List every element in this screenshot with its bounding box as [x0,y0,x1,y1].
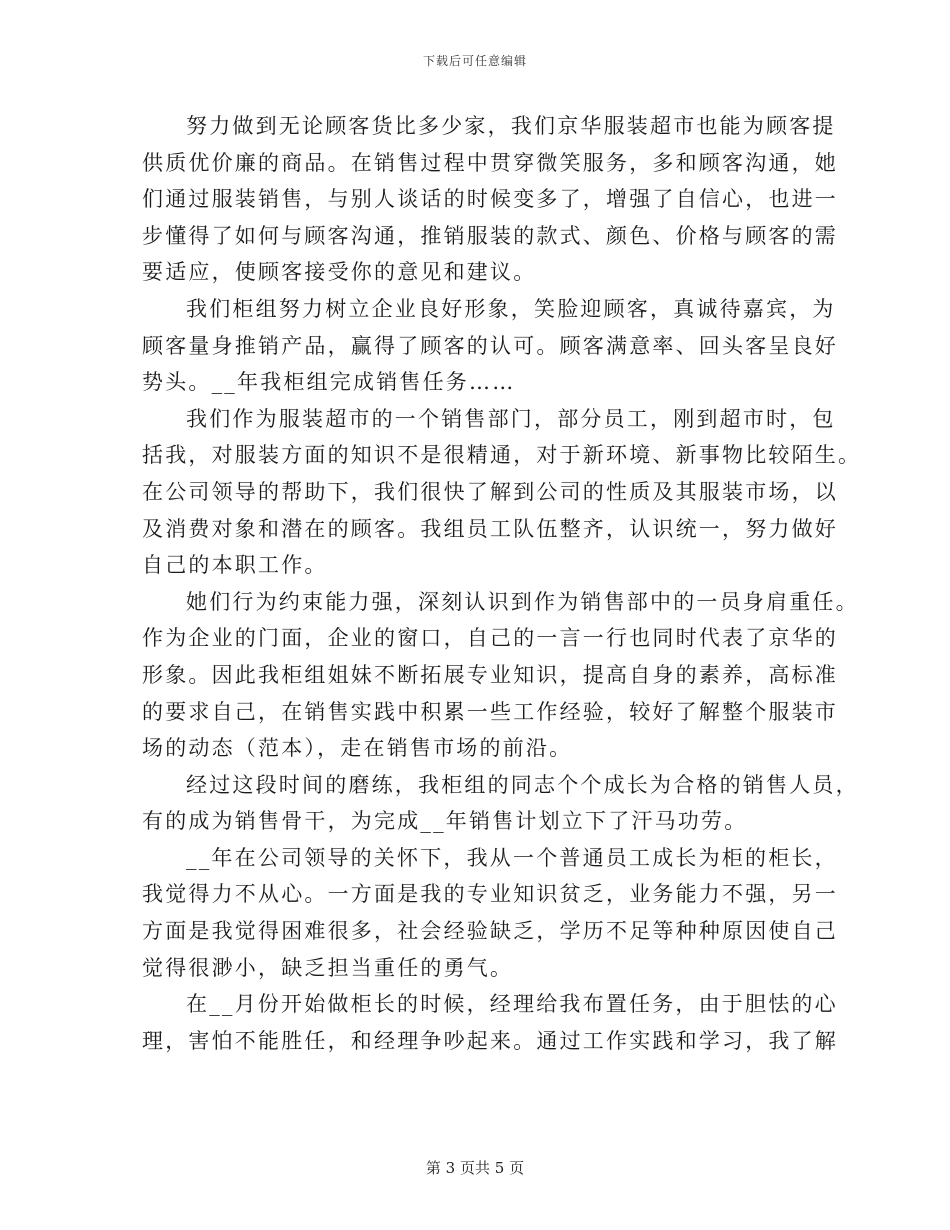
paragraph-line: 形象。因此我柜组姐妹不断拓展专业知识，提高自身的素养，高标准 [142,662,838,687]
paragraph-line: 我们柜组努力树立企业良好形象，笑脸迎顾客，真诚待嘉宾，为 [186,296,836,321]
page-number-footer: 第 3 页共 5 页 [425,1159,525,1177]
paragraph-line: 方面是我觉得困难很多，社会经验缺乏，学历不足等种种原因使自己 [142,919,838,944]
paragraph-7 [142,986,838,1059]
paragraph-line: 觉得很渺小，缺乏担当重任的勇气。 [142,955,514,980]
paragraph-line: 供质优价廉的商品。在销售过程中贯穿微笑服务，多和顾客沟通，她 [142,150,838,175]
paragraph-line: 的要求自己，在销售实践中积累一些工作经验，较好了解整个服装市 [142,699,838,724]
paragraph-line: 我们作为服装超市的一个销售部门，部分员工，刚到超市时，包 [186,406,836,431]
paragraph-line: 势头。__年我柜组完成销售任务…… [142,370,516,395]
paragraph-line: 要适应，使顾客接受你的意见和建议。 [142,260,537,285]
paragraph-6 [142,840,838,986]
paragraph-line: 理，害怕不能胜任，和经理争吵起来。通过工作实践和学习，我了解 [142,1028,838,1053]
paragraph-line: 在__月份开始做柜长的时候，经理给我布置任务，由于胆怯的心 [186,992,838,1017]
paragraph-line: 经过这段时间的磨练，我柜组的同志个个成长为合格的销售人员， [186,772,859,797]
paragraph-5 [142,767,859,840]
paragraph-line: 自己的本职工作。 [142,553,328,578]
paragraph-line: 及消费对象和潜在的顾客。我组员工队伍整齐，认识统一，努力做好 [142,516,838,541]
paragraph-line: 她们行为约束能力强，深刻认识到作为销售部中的一员身肩重任。 [186,589,859,614]
paragraph-line: 我觉得力不从心。一方面是我的专业知识贫乏，业务能力不强，另一 [142,882,838,907]
paragraph-line: 们通过服装销售，与别人谈话的时候变多了，增强了自信心，也进一 [142,187,838,212]
paragraph-line: 场的动态（范本），走在销售市场的前沿。 [142,736,573,761]
document-body [142,108,862,1059]
paragraph-line: 有的成为销售骨干，为完成__年销售计划立下了汗马功劳。 [142,809,748,834]
paragraph-3 [142,401,862,584]
paragraph-line: 努力做到无论顾客货比多少家，我们京华服装超市也能为顾客提 [186,114,836,138]
paragraph-line: 步懂得了如何与顾客沟通，推销服装的款式、颜色、价格与顾客的需 [142,223,838,248]
paragraph-1 [142,108,838,291]
paragraph-line: 作为企业的门面，企业的窗口，自己的一言一行也同时代表了京华的 [142,626,838,651]
page-header: 下载后可任意编辑 [422,54,527,68]
paragraph-line: __年在公司领导的关怀下，我从一个普通员工成长为柜的柜长， [186,845,838,870]
paragraph-line: 在公司领导的帮助下，我们很快了解到公司的性质及其服装市场，以 [142,479,838,504]
paragraph-line: 括我，对服装方面的知识不是很精通，对于新环境、新事物比较陌生。 [142,443,862,468]
paragraph-2 [142,291,838,401]
paragraph-line: 顾客量身推销产品，赢得了顾客的认可。顾客满意率、回头客呈良好 [142,333,838,358]
paragraph-4 [142,584,859,767]
